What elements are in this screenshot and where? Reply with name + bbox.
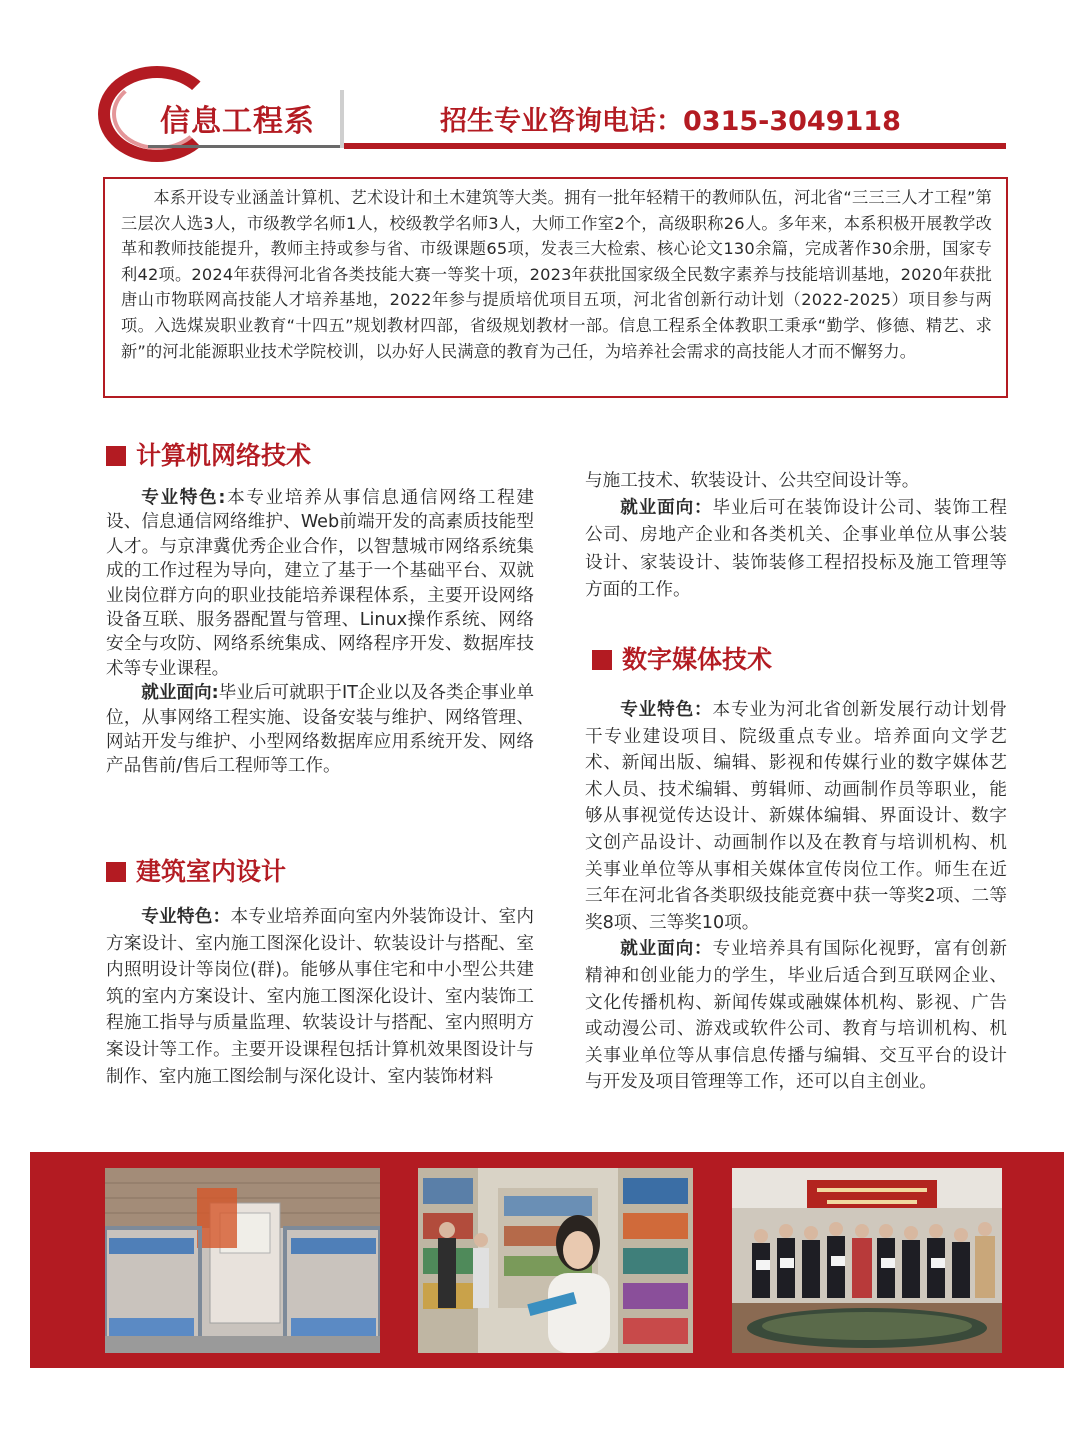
section-title: 计算机网络技术 xyxy=(136,441,312,470)
heading-square-icon xyxy=(106,446,126,466)
heading-square-icon xyxy=(592,650,612,670)
department-title: 信息工程系 xyxy=(160,104,315,139)
feature-label: 专业特色： xyxy=(620,700,713,720)
heading-square-icon xyxy=(106,862,126,882)
signing-ceremony-photo xyxy=(732,1168,1002,1353)
media-job-paragraph xyxy=(585,936,1007,1096)
job-text: 专业培养具有国际化视野，富有创新精神和创业能力的学生，毕业后适合到互联网企业、文化传播机构、新闻传媒或融媒体机构、影视、广告或动漫公司、游戏或软件公司、教育与培训机构、机关事业单位等从事信息传播与编辑、交互平台的设计与开发及项目管理等工作，还可以自主创业。 xyxy=(585,939,1007,1093)
job-label: 就业面向: xyxy=(141,683,219,704)
feature-text: 本专业培养从事信息通信网络工程建设、信息通信网络维护、Web前端开发的高素质技能型人才。与京津冀优秀企业合作，以智慧城市网络系统集成的工作过程为导向，建立了基于一个基础平台、双就业岗位群方向的职业技能培养课程体系，主要开设网络设备互联、服务器配置与管理、Linux操作系统、网络安全与攻防、网络系统集成、网络程序开发、数据库技术等专业课程。 xyxy=(106,488,534,679)
job-text: 毕业后可就职于IT企业以及各类企事业单位，从事网络工程实施、设备安装与维护、网络管理、网站开发与维护、小型网络数据库应用系统开发、网络产品售前/售后工程师等工作。 xyxy=(106,683,534,777)
department-intro: 本系开设专业涵盖计算机、艺术设计和土木建筑等大类。拥有一批年轻精干的教师队伍，河北省“三三三人才工程”第三层次人选3人，市级教学名师1人，校级教学名师3人，大师工作室2个，高级职称26人。多年来，本系积极开展教学改革和教师技能提升，教师主持或参与省、市级课题65项，发表三大检索、核心论文130余篇，完成著作30余册，国家专利42项。2024年获得河北省各类技能大赛一等奖十项，2023年获批国家级全民数字素养与技能培训基地，2020年获批唐山市物联网高技能人才培养基地，2022年参与提质培优项目五项，河北省创新行动计划（2022-2025）项目参与两项。入选煤炭职业教育“十四五”规划教材四部，省级规划教材一部。信息工程系全体教职工秉承“勤学、修德、精艺、求新”的河北能源职业技术学院校训，以办好人民满意的教育为己任，为培养社会需求的高技能人才而不懈努力。 xyxy=(103,177,1008,398)
section-title: 建筑室内设计 xyxy=(136,857,287,886)
feature-label: 专业特色: xyxy=(141,488,226,508)
interior-job-paragraph xyxy=(585,495,1007,604)
header-underline xyxy=(148,145,348,148)
network-body xyxy=(106,486,534,779)
feature-text: 本专业培养面向室内外装饰设计、室内方案设计、室内施工图深化设计、软装设计与搭配、室内照明设计等岗位(群)。能够从事住宅和中小型公共建筑的室内方案设计、室内施工图深化设计、室内装饰工程施工指导与质量监理、软装设计与搭配、室内照明方案设计等工作。主要开设课程包括计算机效果图设计与制作、室内施工图绘制与深化设计、室内装饰材料 xyxy=(106,907,534,1087)
interior-body xyxy=(106,904,534,1090)
section-heading-interior xyxy=(106,852,286,892)
media-feature-paragraph xyxy=(585,697,1007,936)
library-photo xyxy=(418,1168,693,1353)
job-label: 就业面向： xyxy=(620,939,713,960)
feature-text: 本专业为河北省创新发展行动计划骨干专业建设项目、院级重点专业。培养面向文学艺术、新闻出版、编辑、影视和传媒行业的数字媒体艺术人员、技术编辑、剪辑师、动画制作员等职业，能够从事视觉传达设计、新媒体编辑、界面设计、数字文创产品设计、动画制作以及在教育与培训机构、机关事业单位等从事相关媒体宣传岗位工作。师生在近三年在河北省各类职级技能竞赛中获一等奖2项、二等奖8项、三等奖10项。 xyxy=(585,700,1007,933)
job-label: 就业面向： xyxy=(620,498,713,519)
dormitory-photo xyxy=(105,1168,380,1353)
section-heading-network xyxy=(106,436,311,476)
network-job-paragraph xyxy=(106,681,534,779)
interior-body-continued xyxy=(585,468,1007,604)
photo-band xyxy=(30,1152,1064,1368)
media-body xyxy=(585,697,1007,1096)
header-red-rule xyxy=(344,143,1006,149)
interior-feature-continuation: 与施工技术、软装设计、公共空间设计等。 xyxy=(585,471,920,491)
section-title: 数字媒体技术 xyxy=(622,645,773,674)
section-heading-media xyxy=(592,640,772,680)
network-feature-paragraph xyxy=(106,486,534,681)
admission-hotline: 招生专业咨询电话：0315-3049118 xyxy=(440,106,901,137)
page-header xyxy=(0,0,1080,170)
feature-label: 专业特色： xyxy=(141,907,231,927)
header-divider xyxy=(340,90,344,148)
interior-feature-paragraph xyxy=(106,904,534,1090)
job-text: 毕业后可在装饰设计公司、装饰工程公司、房地产企业和各类机关、企事业单位从事公装设计、家装设计、装饰装修工程招投标及施工管理等方面的工作。 xyxy=(585,498,1007,600)
